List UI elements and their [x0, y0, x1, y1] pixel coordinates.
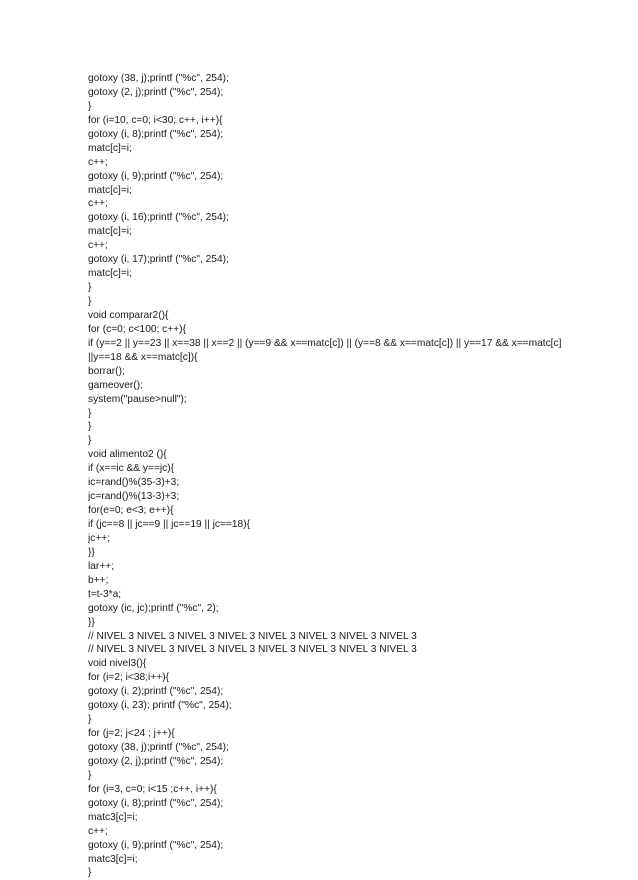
code-line: gotoxy (i, 8);printf ("%c", 254);	[88, 128, 224, 140]
code-line: c++;	[88, 825, 108, 837]
code-line: matc3[c]=i;	[88, 853, 138, 865]
code-line: }	[88, 769, 92, 781]
code-line: matc3[c]=i;	[88, 811, 138, 823]
code-line: gotoxy (i, 16);printf ("%c", 254);	[88, 212, 229, 224]
code-line: ||y==18 && x==matc[c]){	[88, 351, 198, 363]
code-line: }	[88, 296, 92, 307]
code-line: t=t-3*a;	[88, 588, 122, 600]
code-line: void alimento2 (){	[88, 449, 167, 461]
code-line: }	[88, 714, 92, 726]
code-line: if (jc==8 || jc==9 || jc==19 || jc==18){	[88, 519, 250, 530]
code-line: }	[88, 407, 92, 419]
code-line: }	[88, 282, 92, 294]
code-line: }	[88, 867, 92, 879]
code-line: lar++;	[88, 560, 115, 572]
code-line: gotoxy (2, j);printf ("%c", 254);	[88, 86, 224, 98]
code-line: matc[c]=i;	[88, 268, 132, 280]
code-line: gotoxy (ic, jc);printf ("%c", 2);	[88, 602, 219, 614]
code-line: gotoxy (i, 9);printf ("%c", 254);	[88, 839, 224, 851]
code-line: gotoxy (i, 23); printf ("%c", 254);	[88, 700, 232, 712]
code-line: if (x==ic && y==jc){	[88, 463, 175, 475]
code-line: }	[88, 421, 92, 433]
code-line: jc++;	[88, 532, 111, 544]
code-line: matc[c]=i;	[88, 142, 132, 154]
code-line: c++;	[88, 156, 108, 168]
code-line: gameover();	[88, 379, 143, 391]
code-line: gotoxy (38, j);printf ("%c", 254);	[88, 73, 229, 84]
code-line: // NIVEL 3 NIVEL 3 NIVEL 3 NIVEL 3 NIVEL 3 NIVEL 3 NIVEL 3 NIVEL 3	[88, 644, 417, 656]
code-line: for (c=0; c<100; c++){	[88, 323, 186, 335]
code-line: c++;	[88, 198, 108, 210]
code-listing	[88, 72, 608, 880]
code-line: gotoxy (2, j);printf ("%c", 254);	[88, 755, 224, 767]
code-line: ic=rand()%(35-3)+3;	[88, 477, 180, 489]
code-line: for (i=10, c=0; i<30; c++, i++){	[88, 114, 223, 126]
code-line: gotoxy (i, 9);printf ("%c", 254);	[88, 170, 224, 182]
code-line: for (i=2; i<38;i++){	[88, 672, 169, 684]
code-line: for (i=3, c=0; i<15 ;c++, i++){	[88, 783, 217, 795]
code-line: if (y==2 || y==23 || x==38 || x==2 || (y==9 && x==matc[c]) || (y==8 && x==matc[c]) || y==17 && x==matc[c]	[88, 337, 562, 349]
code-line: jc=rand()%(13-3)+3;	[88, 491, 180, 503]
code-line: gotoxy (i, 17);printf ("%c", 254);	[88, 254, 229, 266]
code-line: matc[c]=i;	[88, 226, 132, 238]
code-line: // NIVEL 3 NIVEL 3 NIVEL 3 NIVEL 3 NIVEL 3 NIVEL 3 NIVEL 3 NIVEL 3	[88, 630, 417, 642]
code-line: }}	[88, 546, 95, 558]
code-line: void comparar2(){	[88, 309, 169, 321]
code-line: system("pause>null");	[88, 393, 187, 405]
code-line: void nivel3(){	[88, 658, 147, 670]
code-line: for(e=0; e<3; e++){	[88, 505, 174, 517]
code-line: matc[c]=i;	[88, 184, 132, 196]
code-line: c++;	[88, 240, 108, 252]
code-line: }	[88, 100, 92, 112]
code-line: for (j=2; j<24 ; j++){	[88, 728, 175, 740]
code-line: gotoxy (38, j);printf ("%c", 254);	[88, 742, 229, 753]
code-line: gotoxy (i, 2);printf ("%c", 254);	[88, 686, 224, 698]
code-line: }	[88, 435, 92, 447]
code-line: b++;	[88, 574, 109, 586]
code-line: borrar();	[88, 365, 125, 377]
code-line: }}	[88, 616, 95, 628]
code-line: gotoxy (i, 8);printf ("%c", 254);	[88, 797, 224, 809]
